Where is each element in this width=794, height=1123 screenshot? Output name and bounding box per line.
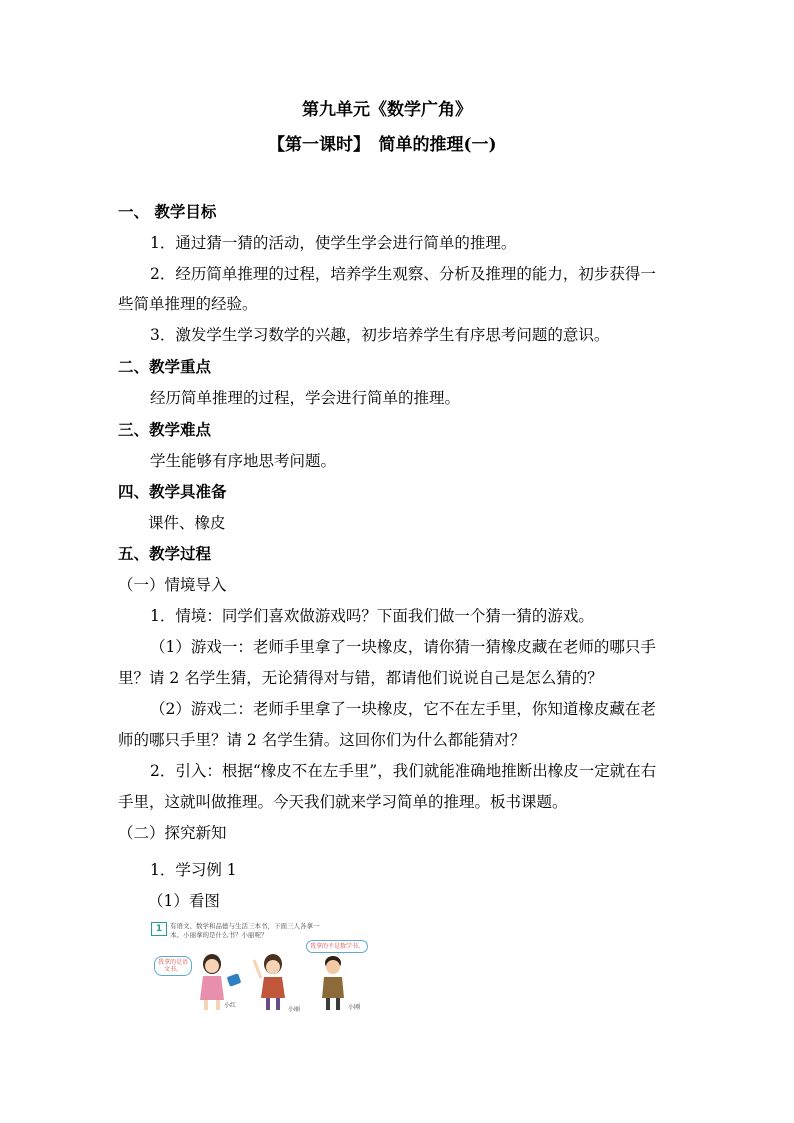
process-heading: 五、教学过程	[118, 544, 212, 563]
girl-xiaoli-figure	[254, 954, 285, 1010]
goal-item-1: 1．通过猜一猜的活动，使学生学会进行简单的推理。	[150, 234, 517, 252]
process-p3-line2: 师的哪只手里？请 2 名学生猜。这回你们为什么都能猜对？	[118, 731, 526, 749]
key-point-text: 经历简单推理的过程，学会进行简单的推理。	[150, 389, 461, 407]
materials-text: 课件、橡皮	[148, 514, 226, 532]
speech-bubble-left: 我拿的是语文书。	[154, 956, 192, 976]
goal-item-2-line1: 2．经历简单推理的过程，培养学生观察、分析及推理的能力，初步获得一	[150, 265, 656, 283]
example-number-badge: 1	[151, 922, 167, 936]
study-example-1: 1．学习例 1	[150, 861, 237, 879]
boy-xiaogang-figure	[322, 956, 344, 1010]
process-p2-line1: （1）游戏一：老师手里拿了一块橡皮，请你猜一猜橡皮藏在老师的哪只手	[150, 638, 656, 656]
materials-heading: 四、教学具准备	[118, 482, 227, 501]
process-p3-line1: （2）游戏二：老师手里拿了一块橡皮，它不在左手里，你知道橡皮藏在老	[150, 700, 656, 718]
name-label-xiaohong: 小红	[224, 1002, 237, 1009]
process-p1: 1．情境：同学们喜欢做游戏吗？下面我们做一个猜一猜的游戏。	[150, 607, 594, 625]
goal-item-3: 3．激发学生学习数学的兴趣，初步培养学生有序思考问题的意识。	[150, 326, 610, 344]
speech-bubble-right: 我拿的不是数学书。	[306, 940, 368, 953]
name-label-xiaoli: 小丽	[288, 1006, 301, 1013]
process-p4-line2: 手里，这就叫做推理。今天我们就来学习简单的推理。板书课题。	[118, 793, 568, 811]
example-illustration	[148, 920, 364, 1014]
process-p2-line2: 里？请 2 名学生猜，无论猜得对与错，都请他们说说自己是怎么猜的？	[118, 669, 603, 687]
unit-title: 第九单元《数学广角》	[302, 100, 472, 120]
goal-item-2-line2: 些简单推理的经验。	[118, 295, 258, 313]
key-point-heading: 二、教学重点	[118, 357, 212, 376]
process-part1-heading: （一）情境导入	[118, 576, 227, 594]
difficulty-heading: 三、教学难点	[118, 420, 212, 439]
illustration-caption-line2: 本。小丽拿的是什么书？小丽呢？	[170, 931, 268, 939]
difficulty-text: 学生能够有序地思考问题。	[150, 452, 337, 470]
lesson-title: 【第一课时】 简单的推理(一)	[268, 135, 497, 155]
look-figure: （1）看图	[148, 892, 220, 910]
name-label-xiaogang: 小刚	[348, 1004, 361, 1011]
process-p4-line1: 2．引入：根据“橡皮不在左手里”，我们就能准确地推断出橡皮一定就在右	[150, 762, 657, 780]
goals-heading: 一、 教学目标	[118, 202, 217, 221]
illustration-caption-line1: 有语文、数学和品德与生活三本书，下面三人各拿一	[170, 922, 320, 930]
process-part2-heading: （二）探究新知	[118, 824, 227, 842]
